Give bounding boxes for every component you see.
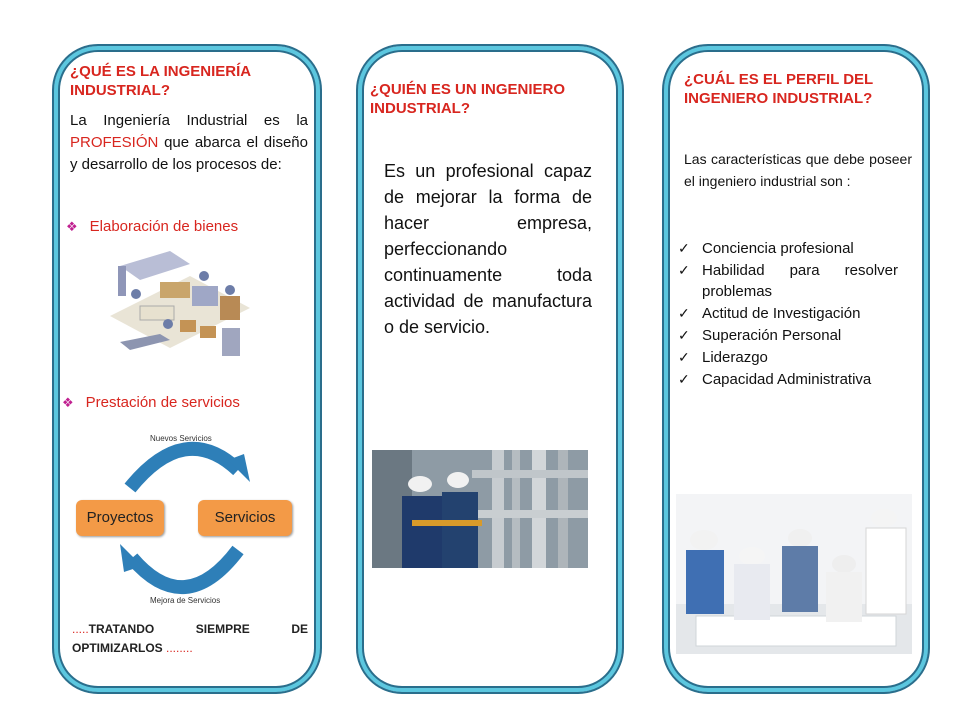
panel-profile bbox=[662, 44, 930, 694]
check-icon: ✓ bbox=[678, 349, 690, 365]
diamond-bullet-icon: ❖ bbox=[66, 219, 78, 234]
check-icon: ✓ bbox=[678, 262, 690, 278]
check-icon: ✓ bbox=[678, 305, 690, 321]
panel1-intro bbox=[70, 110, 308, 176]
panel-what-is bbox=[52, 44, 322, 694]
engineers-plant-photo bbox=[372, 450, 588, 568]
bullet-services bbox=[62, 394, 240, 411]
bullet-goods-label: Elaboración de bienes bbox=[89, 218, 239, 235]
check-icon: ✓ bbox=[678, 240, 690, 256]
panel1-title: ¿QUÉ ES LA INGENIERÍA INDUSTRIAL? bbox=[70, 63, 251, 99]
diagram-box-services: Servicios bbox=[198, 500, 292, 536]
bullet-goods bbox=[66, 218, 238, 235]
list-item: ✓ Habilidad para resolver problemas bbox=[678, 262, 898, 300]
list-item: ✓ Actitud de Investigación bbox=[678, 305, 861, 322]
diagram-bottom-label: Mejora de Servicios bbox=[150, 596, 221, 605]
footer-dots-tail: ........ bbox=[166, 641, 193, 655]
profile-checklist bbox=[672, 238, 898, 391]
panel3-intro: Las características que debe poseer el ingeniero industrial son : bbox=[684, 151, 912, 189]
footer-main: TRATANDO SIEMPRE DE OPTIMIZARLOS bbox=[72, 622, 308, 655]
engineering-team-photo bbox=[676, 494, 912, 654]
diagram-top-label: Nuevos Servicios bbox=[150, 434, 212, 443]
services-cycle-diagram bbox=[70, 430, 300, 610]
panel1-footer bbox=[72, 620, 308, 658]
panel2-title: ¿QUIÉN ES UN INGENIERO INDUSTRIAL? bbox=[370, 81, 566, 117]
panel2-body: Es un profesional capaz de mejorar la forma de hacer empresa, perfeccionando continuamente toda actividad de manufactura o de servicio. bbox=[384, 161, 592, 337]
bullet-services-label: Prestación de servicios bbox=[85, 394, 240, 411]
check-icon: ✓ bbox=[678, 371, 690, 387]
diamond-bullet-icon: ❖ bbox=[62, 395, 74, 410]
panel3-title: ¿CUÁL ES EL PERFIL DEL INGENIERO INDUSTRIAL? bbox=[684, 71, 873, 107]
list-item: ✓ Conciencia profesional bbox=[678, 240, 854, 257]
list-item: ✓ Superación Personal bbox=[678, 327, 842, 344]
intro-text-after: que abarca el diseño y desarrollo de los procesos de: bbox=[70, 134, 308, 173]
intro-highlight: PROFESIÓN bbox=[70, 134, 159, 151]
check-icon: ✓ bbox=[678, 327, 690, 343]
panel-who-is bbox=[356, 44, 624, 694]
diagram-box-projects: Proyectos bbox=[76, 500, 164, 536]
list-item: ✓ Liderazgo bbox=[678, 349, 768, 366]
intro-text-before: La Ingeniería Industrial es la bbox=[70, 112, 308, 129]
list-item: ✓ Capacidad Administrativa bbox=[678, 371, 872, 388]
factory-illustration bbox=[100, 246, 258, 372]
footer-dots-lead: ..... bbox=[72, 622, 89, 636]
